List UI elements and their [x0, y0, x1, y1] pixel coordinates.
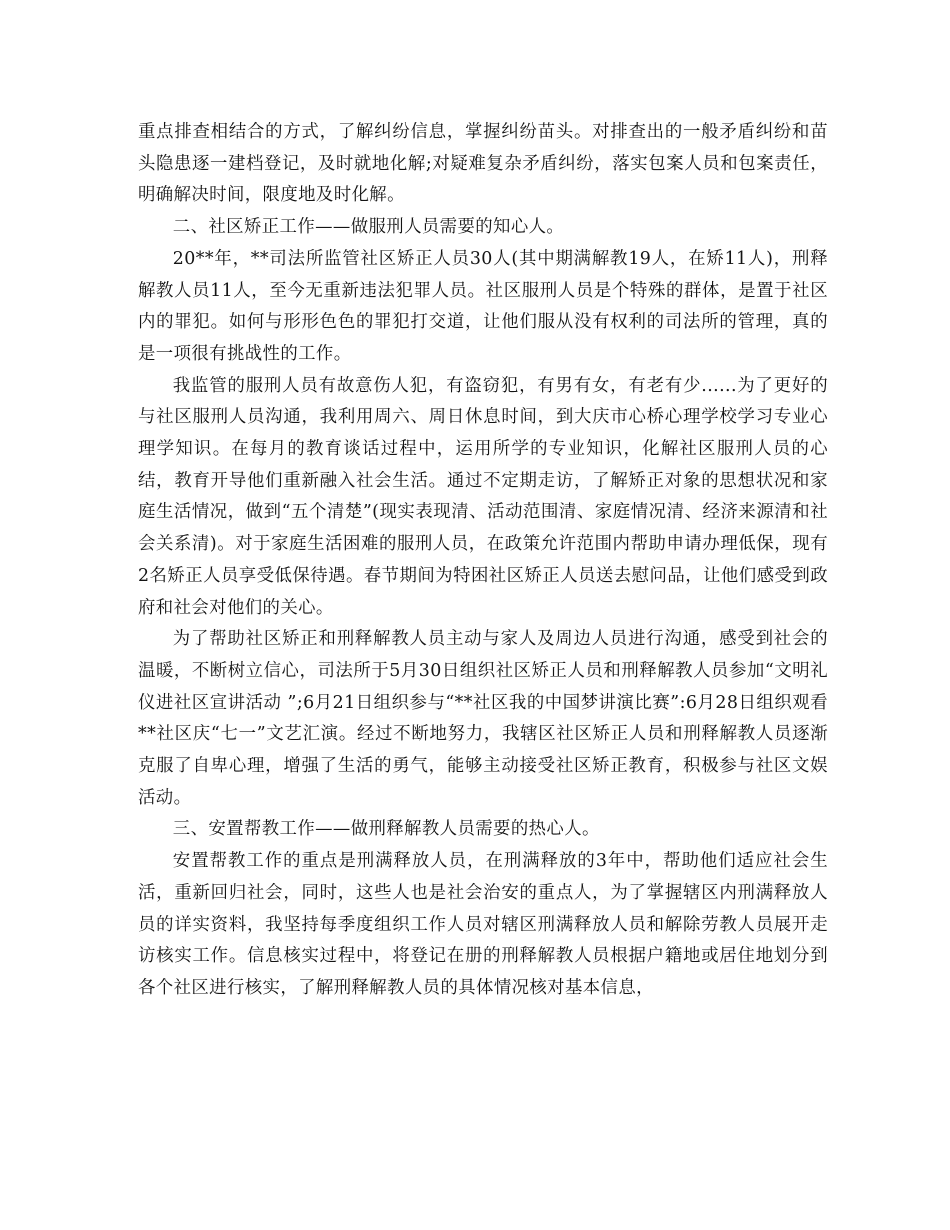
paragraph-7: 安置帮教工作的重点是刑满释放人员，在刑满释放的3年中，帮助他们适应社会生活，重新回归社会，同时，这些人也是社会治安的重点人，为了掌握辖区内刑满释放人员的详实资料，我坚持每季度组织工作人员对辖区刑满释放人员和解除劳教人员展开走访核实工作。信息核实过程中，将登记在册的刑释解教人员根据户籍地或居住地划分到各个社区进行核实，了解刑释解教人员的具体情况核对基本信息， [138, 851, 828, 998]
paragraph-3: 20**年，**司法所监管社区矫正人员30人(其中期满解教19人，在矫11人)，刑释解教人员11人，至今无重新违法犯罪人员。社区服刑人员是个特殊的群体，是置于社区内的罪犯。如何与形形色色的罪犯打交道，让他们服从没有权利的司法所的管理，真的是一项很有挑战性的工作。 [138, 248, 828, 364]
document-body [138, 117, 828, 1005]
section-heading-resettlement: 三、安置帮教工作——做刑释解教人员需要的热心人。 [172, 819, 600, 840]
section-heading-community-correction: 二、社区矫正工作——做服刑人员需要的知心人。 [172, 217, 565, 238]
paragraph-1: 重点排查相结合的方式，了解纠纷信息，掌握纠纷苗头。对排查出的一般矛盾纠纷和苗头隐患逐一建档登记，及时就地化解;对疑难复杂矛盾纠纷，落实包案人员和包案责任，明确解决时间，限度地及时化解。 [138, 122, 828, 206]
paragraph-4: 我监管的服刑人员有故意伤人犯，有盗窃犯，有男有女，有老有少......为了更好的与社区服刑人员沟通，我利用周六、周日休息时间，到大庆市心桥心理学校学习专业心理学知识。在每月的教育谈话过程中，运用所学的专业知识，化解社区服刑人员的心结，教育开导他们重新融入社会生活。通过不定期走访，了解矫正对象的思想状况和家庭生活情况，做到“五个清楚”(现实表现清、活动范围清、家庭情况清、经济来源清和社会关系清)。对于家庭生活困难的服刑人员，在政策允许范围内帮助申请办理低保，现有2名矫正人员享受低保待遇。春节期间为特困社区矫正人员送去慰问品，让他们感受到政府和社会对他们的关心。 [138, 375, 828, 618]
paragraph-5: 为了帮助社区矫正和刑释解教人员主动与家人及周边人员进行沟通，感受到社会的温暖，不断树立信心，司法所于5月30日组织社区矫正人员和刑释解教人员参加“文明礼仪进社区宣讲活动 ”;6月21日组织参与“**社区我的中国梦讲演比赛”:6月28日组织观看**社区庆“七一”文艺汇演。经过不断地努力，我辖区社区矫正人员和刑释解教人员逐渐克服了自卑心理，增强了生活的勇气，能够主动接受社区矫正教育，积极参与社区文娱活动。 [138, 629, 828, 808]
